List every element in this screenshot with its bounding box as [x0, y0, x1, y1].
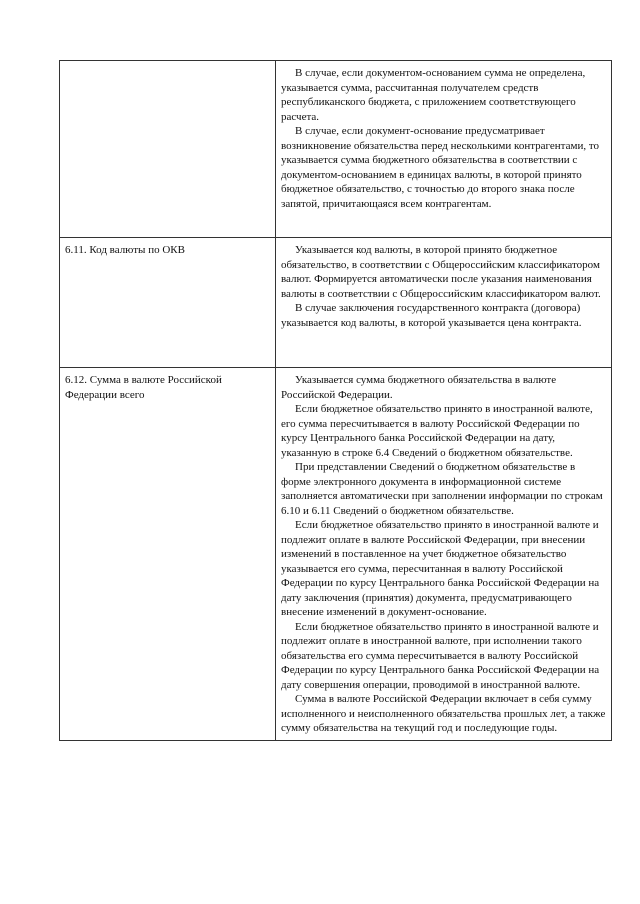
description-paragraph: В случае заключения государственного контракта (договора) указывается код валюты, в которой указывается цена контракта. [281, 302, 582, 329]
description-paragraph: В случае, если документ-основание предусматривает возникновение обязательства перед несколькими контрагентами, то указывается сумма бюджетного обязательства в соответствии с документом-основанием в единицах валюты, в которой принято бюджетное обязательство, с точностью до второго знака после запятой, причитающаяся всем контрагентам. [281, 125, 599, 210]
description-paragraph: Сумма в валюте Российской Федерации включает в себя сумму исполненного и неисполненного обязательства прошлых лет, а также сумму обязательства на текущий год и последующие годы. [281, 693, 606, 734]
description-paragraph: Если бюджетное обязательство принято в иностранной валюте и подлежит оплате в иностранной валюте, при исполнении такого обязательства его сумма пересчитывается в валюту Российской Федерации по курсу Центрального банка Российской Федерации на дату совершения операции, проводимой в иностранной валюте. [281, 620, 600, 691]
description-paragraph: При представлении Сведений о бюджетном обязательстве в форме электронного документа в информационной системе заполняется автоматически при заполнении информации по строкам 6.10 и 6.11 Сведений о бюджетном обязательстве. [281, 461, 603, 517]
description-paragraph: Если бюджетное обязательство принято в иностранной валюте, его сумма пересчитывается в валюту Российской Федерации по курсу Центрального банка Российской Федерации на дату, указанную в строке 6.4 Сведений о бюджетном обязательстве. [281, 403, 593, 459]
description-paragraph: Указывается код валюты, в которой принято бюджетное обязательство, в соответствии с Общероссийским классификатором валют. Формируется автоматически после указания наименования валюты в соответствии с Общероссийским классификатором валют. [281, 244, 601, 300]
field-description-cell [276, 61, 612, 238]
field-label-cell [60, 368, 276, 741]
field-label-cell [60, 238, 276, 368]
instructions-table [59, 60, 612, 741]
field-description-cell [276, 368, 612, 741]
description-paragraph: Указывается сумма бюджетного обязательства в валюте Российской Федерации. [281, 374, 557, 401]
table-row [60, 238, 612, 368]
description-paragraph: Если бюджетное обязательство принято в иностранной валюте и подлежит оплате в валюте Российской Федерации, при внесении изменений в поставленное на учет бюджетное обязательство указывается его сумма, пересчитанная в валюту Российской Федерации по курсу Центрального банка Российской Федерации на дату заключения (принятия) документа, предусматривающего внесение изменений в документ-основание. [281, 519, 600, 618]
table-row [60, 61, 612, 238]
field-label-cell [60, 61, 276, 238]
field-label: 6.11. Код валюты по ОКВ [65, 244, 185, 256]
field-label: 6.12. Сумма в валюте Российской Федерации всего [65, 374, 222, 401]
description-paragraph: В случае, если документом-основанием сумма не определена, указывается сумма, рассчитанная получателем средств республиканского бюджета, с приложением соответствующего расчета. [281, 67, 586, 123]
field-description-cell [276, 238, 612, 368]
table-row [60, 368, 612, 741]
